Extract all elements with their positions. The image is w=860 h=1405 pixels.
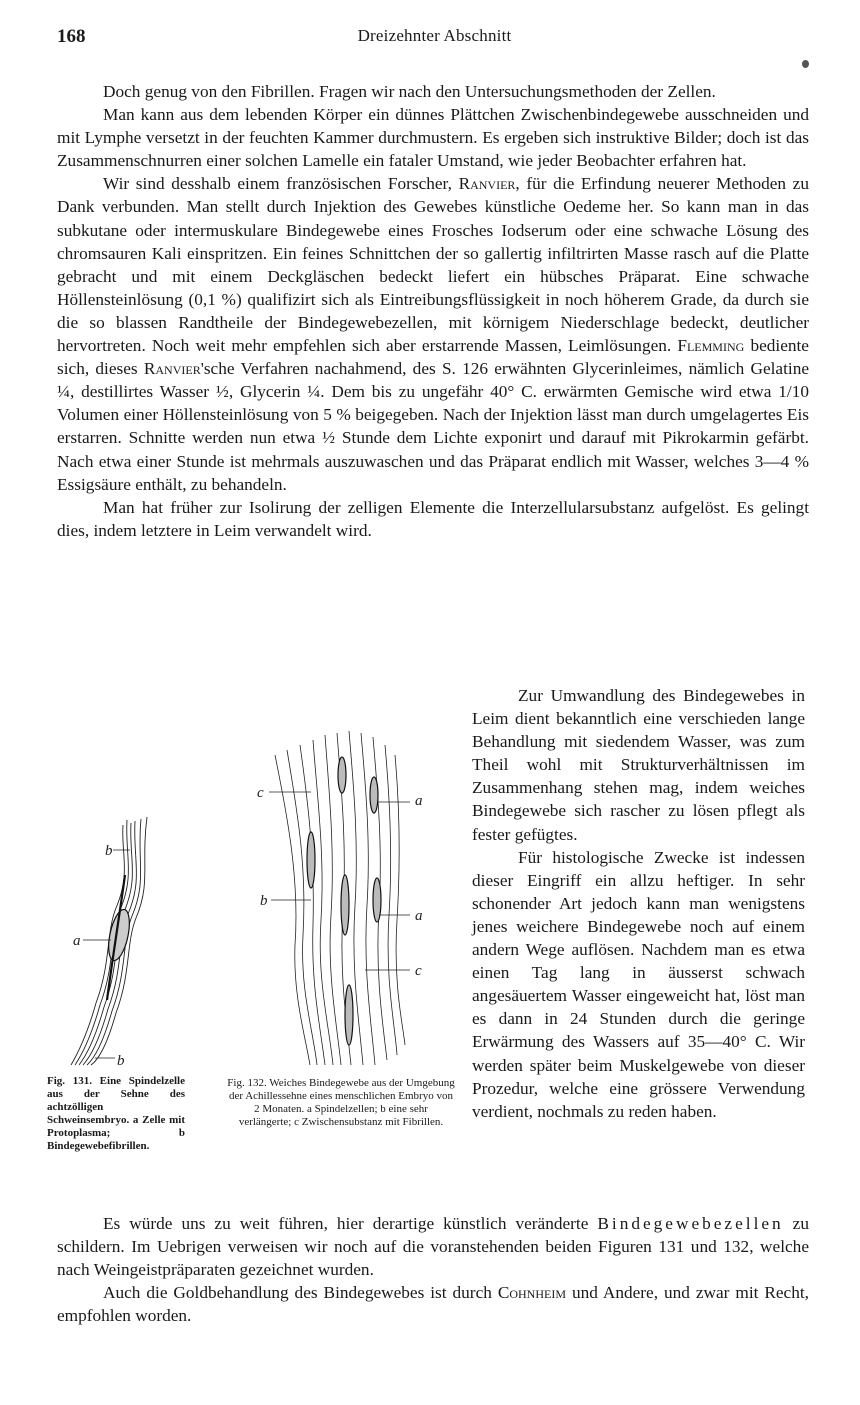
text-run: zu schildern. Im Uebrigen verweisen wir noch auf die voranstehenden beiden Figuren 131 und 132, welche nach Weingeistpräparaten gezeichnet wurden. xyxy=(57,1214,809,1280)
text-run: und Andere, und zwar mit Recht, empfohlen worden. xyxy=(57,1283,809,1326)
paragraph: Für histologische Zwecke ist indessen dieser Eingriff ein allzu heftiger. In sehr schonender Art jedoch kann man wenigstens jenes weichere Bindegewebe noch auf einem andern Wege auflösen. Nachdem man es etwa einen Tag lang in äusserst schwach angesäuertem Wasser eingeweicht hat, löst man es dann in 24 Stunden durch die geringe Erwärmung des Wassers auf 35—40° C. Wir werden später beim Muskelgewebe von dieser Prozedur, welche eine grössere Verwendung verdient, nochmals zu reden haben. xyxy=(472,847,805,1121)
label-a-top: a xyxy=(415,793,423,809)
label-c-low: c xyxy=(415,963,422,979)
figure-131-spindle-cell-illustration xyxy=(55,815,195,1070)
label-b: b xyxy=(260,893,268,909)
author-name-cohnheim: Cohnheim xyxy=(497,1283,567,1303)
text-run: Es würde uns zu weit führen, hier derartige künstlich veränderte xyxy=(103,1214,598,1233)
author-name-ranvier: Ranvier xyxy=(143,359,201,379)
label-b-bottom: b xyxy=(117,1053,125,1069)
figure-132-caption: Fig. 132. Weiches Bindegewebe aus der Umgebung der Achillessehne eines menschlichen Embryo von 2 Monaten. a Spindelzellen; b eine sehr verlängerte; c Zwischensubstanz mit Fibrillen. xyxy=(227,1077,455,1128)
body-text-top xyxy=(57,80,809,542)
text-run: 'sche Verfahren nachahmend, des S. 126 erwähnten Glycerinleimes, nämlich Gelatine ¼, destillirtes Wasser ½, Glycerin ¼. Dem bis zu ungefähr 40° C. erwärmten Gemische wird etwa 1/10 Volumen einer Höllensteinlösung von 5 % beigegeben. Nach der Injektion lässt man durch umgelagertes Eis erstarren. Schnitte werden nun etwa ½ Stunde dem Lichte exponirt und darauf mit Pikrokarmin gefärbt. Nach etwa einer Stunde ist mehrmals auszuwaschen und das Präparat endlich mit Wasser, welches 3—4 % Essigsäure enthält, zu behandeln. xyxy=(57,359,810,494)
page-number: 168 xyxy=(57,26,86,47)
paragraph xyxy=(57,172,809,495)
label-c-top: c xyxy=(257,785,264,801)
body-text-bottom xyxy=(57,1212,809,1327)
text-run: Auch die Goldbehandlung des Bindegewebes ist durch xyxy=(103,1283,498,1303)
paragraph: Man hat früher zur Isolirung der zelligen Elemente die Interzellularsubstanz aufgelöst. Es gelingt dies, indem letztere in Leim verwandelt wird. xyxy=(57,497,809,540)
paragraph xyxy=(57,1281,809,1327)
figure-132-connective-tissue-illustration xyxy=(255,725,435,1070)
label-a-mid: a xyxy=(415,908,423,924)
text-run: Wir sind desshalb einem französischen Forscher, xyxy=(103,174,459,194)
paragraph: Man kann aus dem lebenden Körper ein dünnes Plättchen Zwischenbindegewebe ausschneiden und mit Lymphe versetzt in der feuchten Kammer durchmustern. Es ergeben sich instruktive Bilder; doch ist das Zusammenschnurren einer solchen Lamelle ein fataler Umstand, wie jeder Beobachter erfahren hat. xyxy=(57,105,809,171)
running-title: Dreizehnter Abschnitt xyxy=(357,26,512,45)
label-b-top: b xyxy=(105,843,113,859)
author-name-ranvier: Ranvier xyxy=(458,174,516,194)
paragraph: Doch genug von den Fibrillen. Fragen wir nach den Untersuchungsmethoden der Zellen. xyxy=(103,82,716,101)
paragraph xyxy=(57,1212,809,1281)
author-name-flemming: Flemming xyxy=(677,336,745,356)
right-column-text xyxy=(472,684,805,1123)
label-a: a xyxy=(73,933,81,949)
spaced-emphasis: Bindegewebezellen xyxy=(597,1214,784,1233)
paragraph: Zur Umwandlung des Bindegewebes in Leim dient bekanntlich eine verschieden lange Behandlung mit siedendem Wasser, was zum Theil wohl mit Strukturverhältnissen im Zusammenhang stehen mag, indem weiches Bindegewebe sich rascher zu lösen pflegt als fester gefügtes. xyxy=(472,686,805,844)
text-run: bediente sich, dieses xyxy=(57,336,809,379)
text-run: , für die Erfindung neuerer Methoden zu Dank verbunden. Man stellt durch Injektion des Gewebes künstliche Oedeme her. So kann man in das subkutane oder intermuskulare Bindegewebe eines Frosches Iodserum oder eine schwache Lösung des chromsauren Kali einspritzen. Ein feines Schnittchen der so gallertig infiltrirten Masse rasch auf die Platte gebracht und mit einem Deckgläschen bedeckt liefert ein hübsches Präparat. Eine schwache Höllensteinlösung (0,1 %) qualifizirt sich als Eintreibungsflüssigkeit in noch höherem Grade, da durch sie die so blassen Randtheile der Bindegewebezellen, mit körnigem Niederschlage bedeckt, deutlicher hervortreten. Noch weit mehr empfehlen sich aber erstarrende Massen, Leimlösungen. xyxy=(57,174,809,356)
page-header xyxy=(57,26,812,50)
ink-speck xyxy=(802,60,809,68)
figure-131-caption: Fig. 131. Eine Spindelzelle aus der Sehne des achtzölligen Schweinsembryo. a Zelle mit Protoplasma; b Bindegewebefibrillen. xyxy=(47,1075,185,1152)
